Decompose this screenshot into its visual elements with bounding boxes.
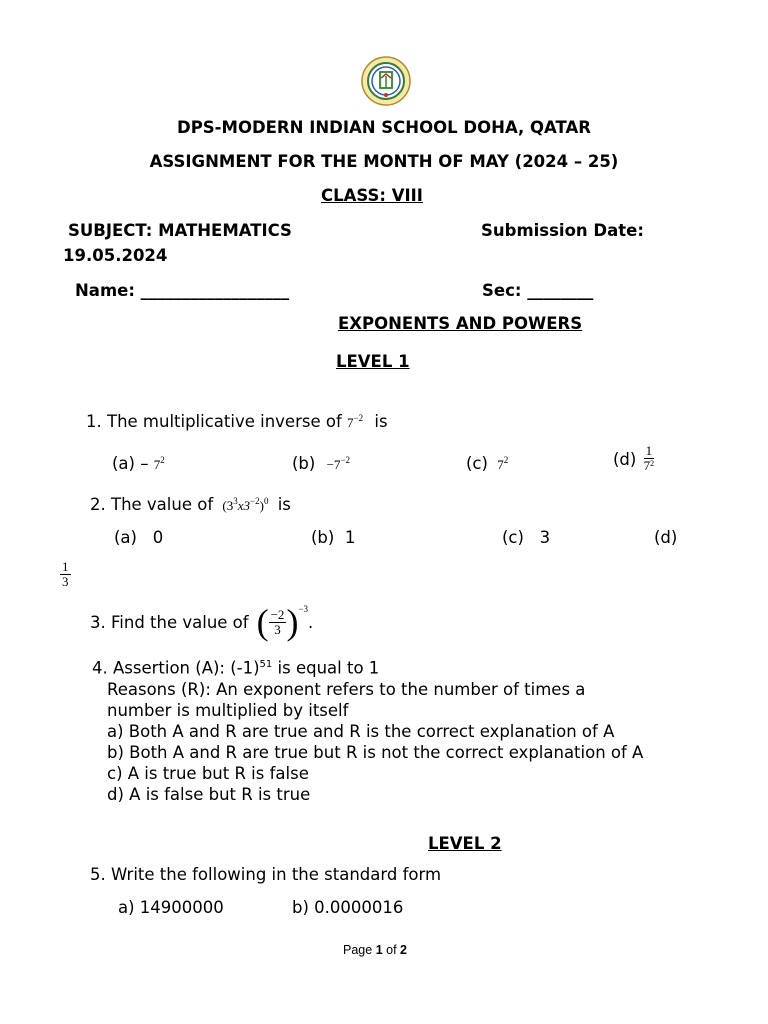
q2-option-d-fraction: $\frac{1}{3}$ — [62, 559, 69, 589]
name-field: Name: __________________ — [75, 281, 290, 300]
question-3-text: 3. Find the value of — [90, 612, 249, 632]
q2-option-c: (c) 3 — [502, 528, 551, 547]
submission-label: Submission Date: — [481, 221, 644, 240]
q4-assertion: 4. Assertion (A): $(-1)^{51}$ is equal to 1 — [92, 658, 380, 678]
question-1-text: 1. The multiplicative inverse of — [86, 412, 342, 431]
q4-reason-line-2: number is multiplied by itself — [107, 700, 349, 720]
q1-tail: is — [374, 412, 388, 431]
q5-option-b: b) 0.0000016 — [292, 898, 404, 917]
q1-option-c: (c) $7^2$ — [466, 454, 509, 473]
q1-option-b: $(b) -7^{-2}$ — [292, 454, 351, 473]
q1-option-d: (d) $\frac{1}{7^2}$ — [613, 443, 655, 473]
q4-option-b: b) Both A and R are true but R is not the correct explanation of A — [107, 742, 644, 762]
q2-expression: $(3^3x3^{-2})^0$ — [222, 496, 269, 513]
q5-option-a: a) 14900000 — [118, 898, 224, 917]
school-emblem-logo — [361, 56, 411, 106]
question-5: 5. Write the following in the standard form — [90, 865, 442, 884]
q1-exponent: −2 — [353, 413, 364, 423]
q4-option-c: c) A is true but R is false — [107, 763, 309, 783]
level-1-heading: LEVEL 1 — [336, 352, 410, 371]
assignment-title: ASSIGNMENT FOR THE MONTH OF MAY (2024 – 25) — [149, 152, 619, 171]
q2-option-d: (d) — [654, 528, 678, 547]
question-3: 3. Find the value of ( $\frac{-2}{3}$ ) −3 . — [90, 602, 314, 642]
q1-d-fraction: $\frac{1}{7^2}$ — [643, 443, 655, 473]
topic-title: EXPONENTS AND POWERS — [338, 314, 583, 333]
q4-option-a: a) Both A and R are true and R is the correct explanation of A — [107, 721, 615, 741]
section-field: Sec: ________ — [482, 281, 594, 300]
q1-option-a: $(a) - 7^2$ — [112, 454, 165, 473]
q2-tail: is — [277, 495, 291, 514]
q1-base: 7 — [347, 415, 354, 430]
class-label: CLASS: VIII — [321, 186, 423, 205]
page-footer: Page 1 of 2 — [343, 943, 407, 957]
q3-fraction: $\frac{-2}{3}$ — [270, 606, 285, 637]
q4-option-d: d) A is false but R is true — [107, 784, 311, 804]
school-name: DPS-MODERN INDIAN SCHOOL DOHA, QATAR — [177, 118, 591, 137]
q4-reason-line-1: Reasons (R): An exponent refers to the number of times a — [107, 679, 586, 699]
q2-option-b: (b) 1 — [311, 528, 356, 547]
q2-option-a: (a) 0 — [114, 528, 164, 547]
question-2 — [90, 495, 291, 514]
subject-label: SUBJECT: MATHEMATICS — [68, 221, 292, 240]
level-2-heading: LEVEL 2 — [428, 834, 502, 853]
question-2-text: 2. The value of — [90, 495, 214, 514]
question-4 — [92, 654, 643, 805]
submission-date: 19.05.2024 — [63, 246, 168, 265]
question-1 — [86, 412, 388, 431]
